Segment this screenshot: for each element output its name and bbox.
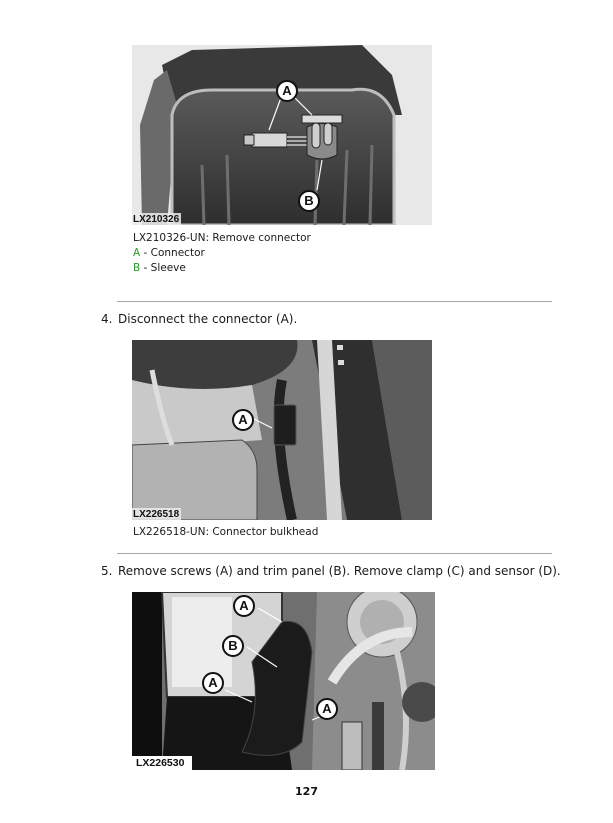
figure-code: LX210326 — [133, 214, 180, 225]
step-4 — [101, 311, 297, 327]
legend-letter: A — [133, 247, 141, 259]
callout-b: B — [222, 635, 244, 657]
figure-code: LX226518 — [133, 509, 180, 520]
figure-caption — [133, 231, 311, 276]
figure-code: LX226530 — [132, 756, 192, 770]
legend-text: - Connector — [140, 247, 205, 259]
figure-remove-connector — [132, 45, 432, 225]
callout-b: B — [298, 190, 320, 212]
legend-text: - Sleeve — [140, 262, 186, 274]
callout-a: A — [276, 80, 298, 102]
figure-caption — [133, 525, 318, 540]
callout-a: A — [316, 698, 338, 720]
section-divider — [117, 553, 552, 554]
step-text: Disconnect the connector (A). — [118, 312, 298, 326]
figure-connector-bulkhead — [132, 340, 432, 520]
caption-title: LX226518-UN: Connector bulkhead — [133, 526, 319, 538]
step-number: 4. — [101, 312, 113, 326]
step-5 — [101, 563, 561, 579]
section-divider — [117, 301, 552, 302]
callout-a: A — [233, 595, 255, 617]
figure-trim-panel — [132, 592, 435, 770]
step-text: Remove screws (A) and trim panel (B). Remove clamp (C) and sensor (D). — [118, 564, 561, 578]
engine-bay-illustration — [132, 592, 435, 770]
callout-a: A — [232, 409, 254, 431]
legend-item — [133, 261, 311, 276]
callout-a: A — [202, 672, 224, 694]
step-number: 5. — [101, 564, 113, 578]
bulkhead-illustration — [132, 340, 432, 520]
caption-title: LX210326-UN: Remove connector — [133, 232, 311, 244]
page-number: 127 — [295, 785, 318, 798]
tank-illustration — [132, 45, 432, 225]
legend-letter: B — [133, 262, 141, 274]
legend-item — [133, 246, 311, 261]
